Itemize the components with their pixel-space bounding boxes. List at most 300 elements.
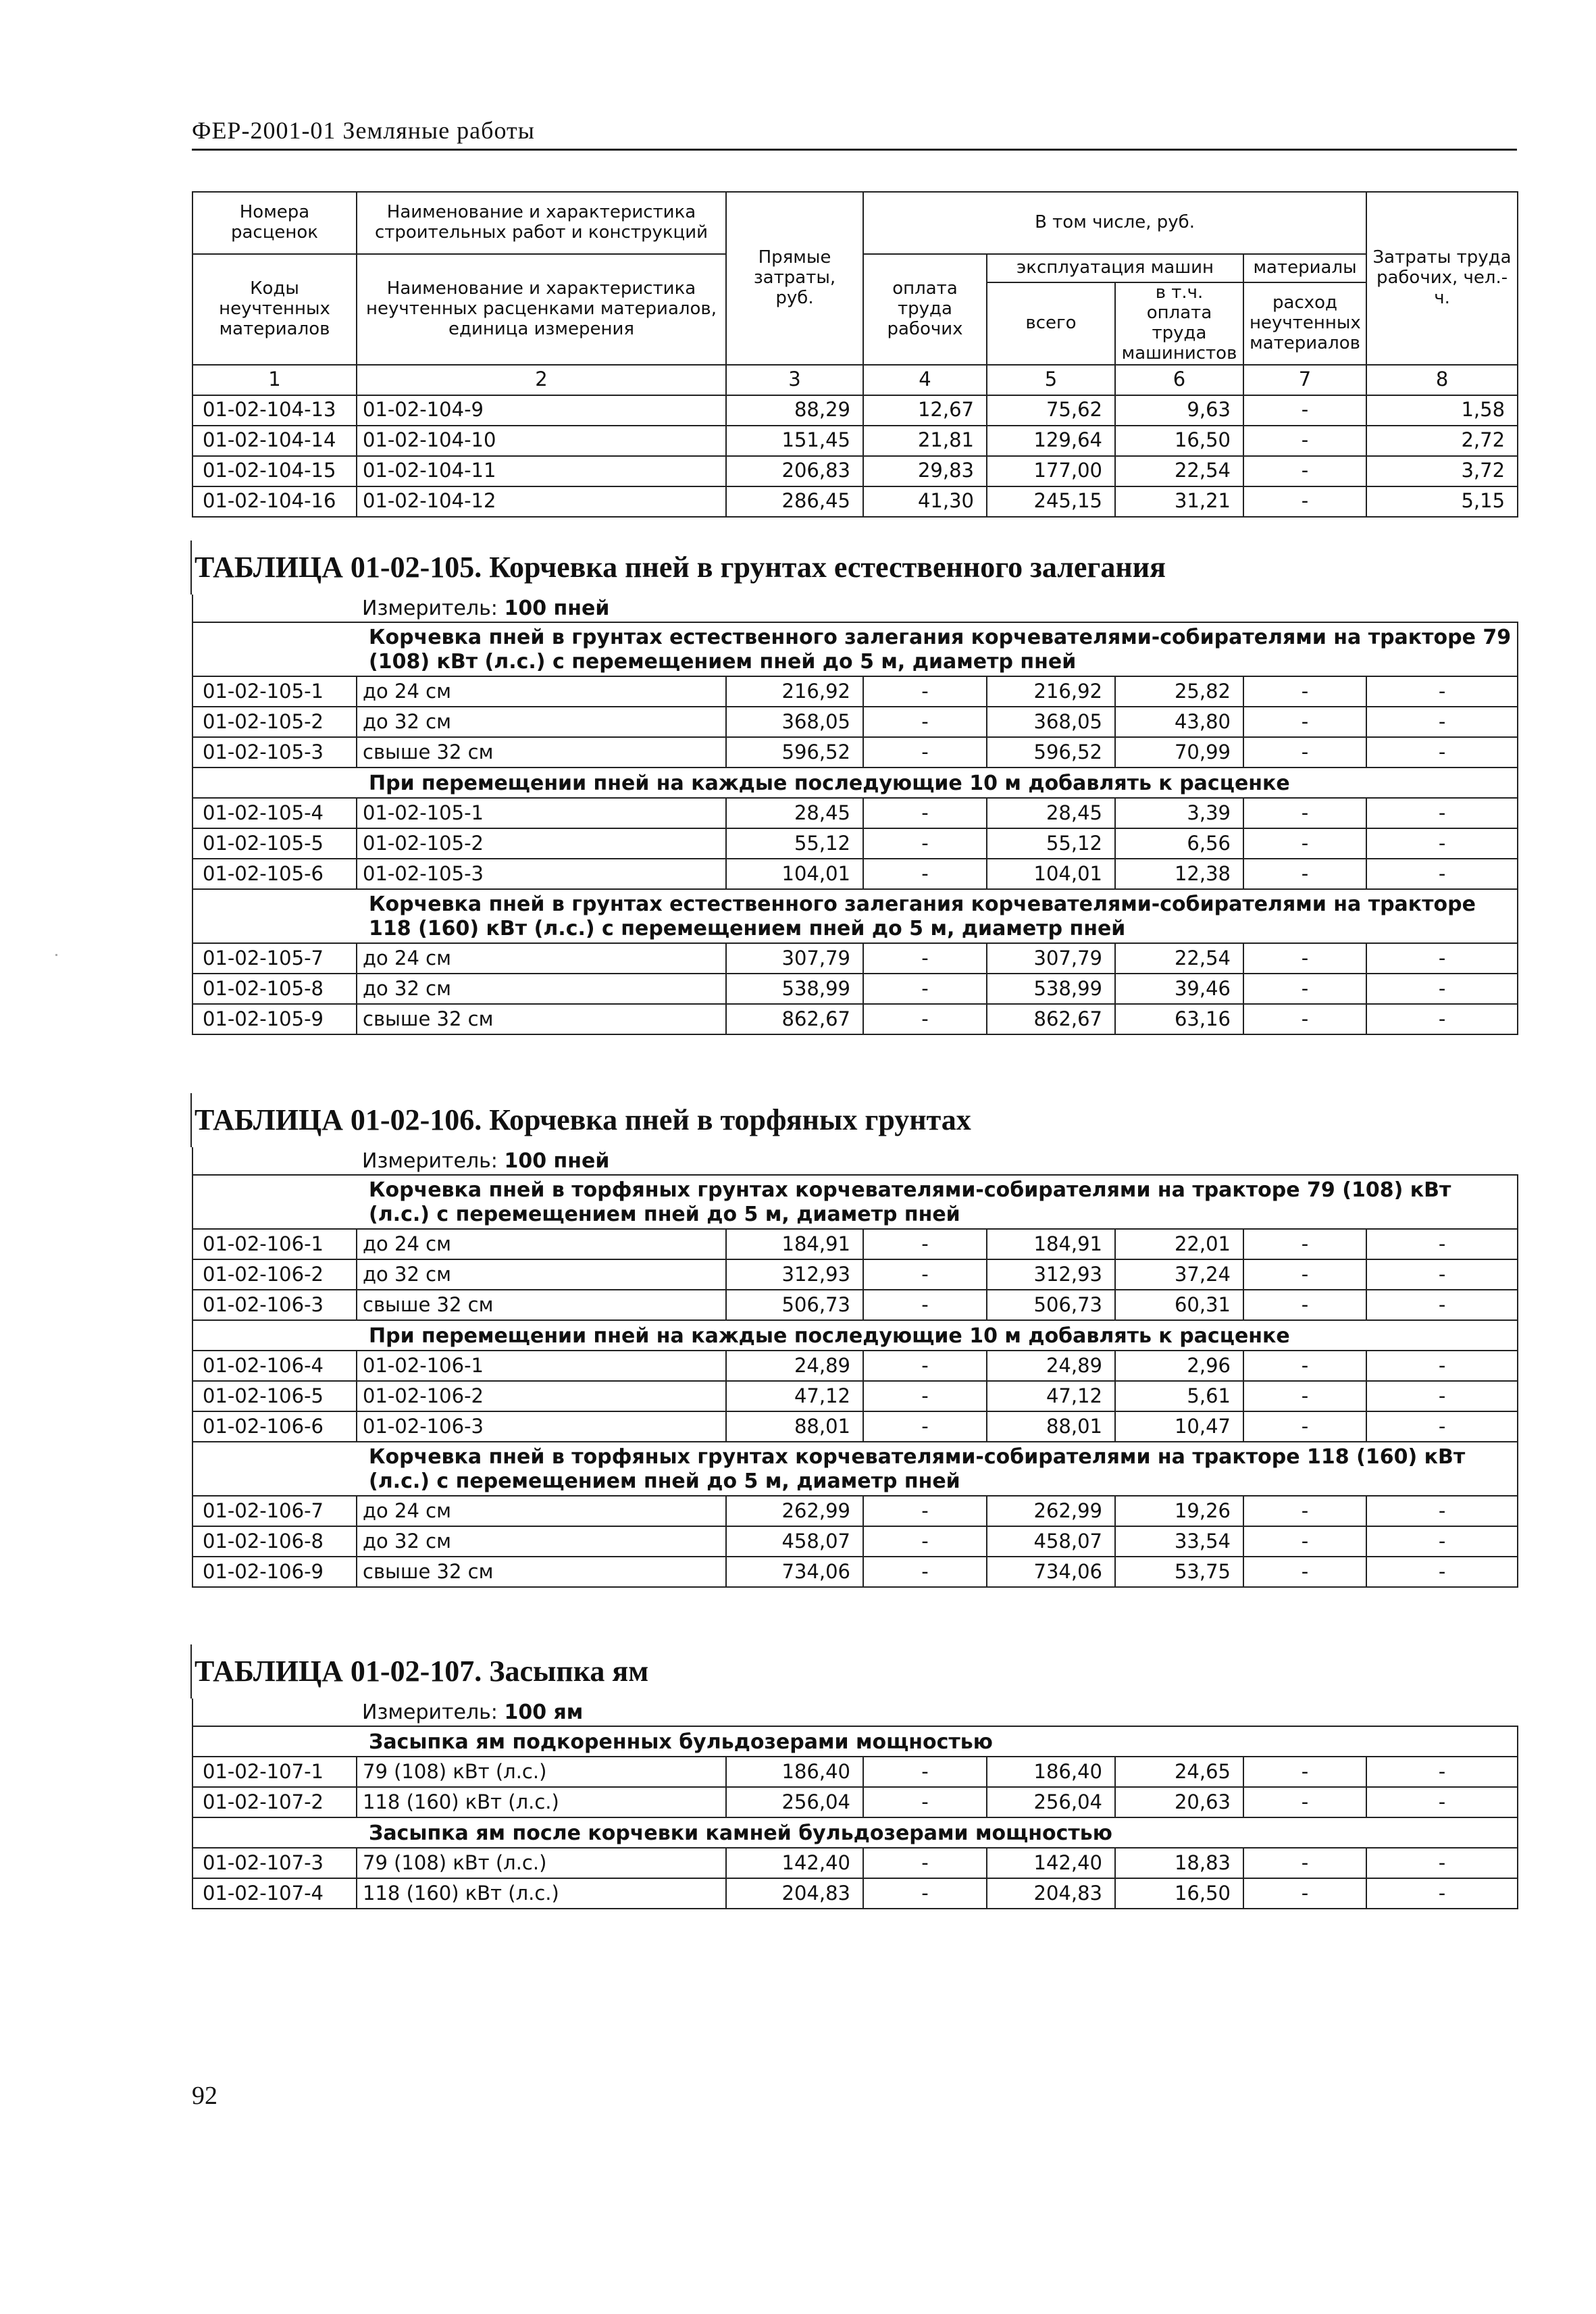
machines-total: 262,99: [987, 1496, 1115, 1526]
material-use: -: [1243, 1757, 1366, 1787]
worker-pay: -: [863, 1878, 987, 1909]
rate-code: 01-02-104-14: [192, 426, 357, 456]
machines-total: 596,52: [987, 737, 1115, 768]
table-row: [192, 1259, 1518, 1290]
measure: [357, 1699, 1518, 1726]
operator-pay: 18,83: [1115, 1848, 1243, 1878]
worker-pay: -: [863, 707, 987, 737]
machines-total: 538,99: [987, 974, 1115, 1004]
hdr-codes-top: Номера расценок: [192, 192, 357, 254]
operator-pay: 25,82: [1115, 676, 1243, 707]
machines-total: 506,73: [987, 1290, 1115, 1320]
labor-costs: -: [1366, 943, 1518, 974]
direct-costs: 262,99: [726, 1496, 863, 1526]
section-heading: Корчевка пней в грунтах естественного залегания корчевателями-собирателями на тракторе 118 (160) кВт (л.с.) с перемещением пней до 5 м, диаметр пней: [357, 889, 1518, 943]
worker-pay: -: [863, 1381, 987, 1411]
material-use: -: [1243, 1381, 1366, 1411]
col-number: 2: [357, 365, 726, 395]
machines-total: 256,04: [987, 1787, 1115, 1817]
worker-pay: -: [863, 974, 987, 1004]
labor-costs: -: [1366, 1787, 1518, 1817]
direct-costs: 458,07: [726, 1526, 863, 1557]
worker-pay: -: [863, 1848, 987, 1878]
operator-pay: 3,39: [1115, 798, 1243, 828]
material-use: -: [1243, 798, 1366, 828]
section-heading-row: [192, 768, 1518, 798]
measure-row: [192, 595, 1518, 622]
direct-costs: 312,93: [726, 1259, 863, 1290]
rate-name: свыше 32 см: [357, 1290, 726, 1320]
direct-costs: 596,52: [726, 737, 863, 768]
direct-costs: 47,12: [726, 1381, 863, 1411]
worker-pay: -: [863, 1351, 987, 1381]
worker-pay: -: [863, 676, 987, 707]
table-title: ТАБЛИЦА 01-02-105. Корчевка пней в грунтах естественного залегания: [190, 540, 1517, 595]
section-heading-row: [192, 1726, 1518, 1757]
measure-label: Измеритель:: [362, 1149, 498, 1173]
rate-name: 01-02-104-9: [357, 395, 726, 426]
table-row: [192, 1878, 1518, 1909]
hdr-name-top: Наименование и характеристика строительных работ и конструкций: [357, 192, 726, 254]
direct-costs: 286,45: [726, 486, 863, 517]
rate-name: до 24 см: [357, 1229, 726, 1259]
hdr-codes-bottom: Коды неучтенных материалов: [192, 254, 357, 365]
direct-costs: 55,12: [726, 828, 863, 859]
measure-label: Измеритель:: [362, 596, 498, 620]
section-heading-row: [192, 1817, 1518, 1848]
measure: [357, 1147, 1518, 1175]
labor-costs: -: [1366, 737, 1518, 768]
machines-total: 28,45: [987, 798, 1115, 828]
table-row: [192, 456, 1518, 486]
rate-code: 01-02-106-6: [192, 1411, 357, 1442]
rate-name: до 32 см: [357, 1526, 726, 1557]
rate-code: 01-02-107-1: [192, 1757, 357, 1787]
rate-code: 01-02-106-4: [192, 1351, 357, 1381]
measure-value: 100 пней: [504, 596, 610, 620]
rate-code: 01-02-106-9: [192, 1557, 357, 1587]
operator-pay: 60,31: [1115, 1290, 1243, 1320]
rate-code: 01-02-107-2: [192, 1787, 357, 1817]
operator-pay: 22,01: [1115, 1229, 1243, 1259]
section-heading: При перемещении пней на каждые последующие 10 м добавлять к расценке: [357, 768, 1518, 798]
rate-code: 01-02-104-15: [192, 456, 357, 486]
rate-name: 118 (160) кВт (л.с.): [357, 1878, 726, 1909]
table-title: ТАБЛИЦА 01-02-107. Засыпка ям: [190, 1644, 1517, 1699]
direct-costs: 88,29: [726, 395, 863, 426]
direct-costs: 307,79: [726, 943, 863, 974]
col-number-row: [192, 365, 1518, 395]
table-row: [192, 426, 1518, 456]
section-heading-row: [192, 622, 1518, 676]
table-body: [192, 595, 1517, 1035]
machines-total: 204,83: [987, 1878, 1115, 1909]
worker-pay: -: [863, 798, 987, 828]
machines-total: 458,07: [987, 1526, 1115, 1557]
table-01-02-105: [192, 540, 1517, 1035]
worker-pay: -: [863, 1411, 987, 1442]
operator-pay: 16,50: [1115, 1878, 1243, 1909]
labor-costs: -: [1366, 1557, 1518, 1587]
table-row: [192, 1004, 1518, 1034]
labor-costs: 3,72: [1366, 456, 1518, 486]
machines-total: 24,89: [987, 1351, 1115, 1381]
rate-code: 01-02-105-8: [192, 974, 357, 1004]
hdr-direct-costs: Прямые затраты, руб.: [726, 192, 863, 365]
rate-name: свыше 32 см: [357, 1557, 726, 1587]
material-use: -: [1243, 1004, 1366, 1034]
rate-name: 01-02-105-1: [357, 798, 726, 828]
section-heading: При перемещении пней на каждые последующие 10 м добавлять к расценке: [357, 1320, 1518, 1351]
section-heading-row: [192, 1320, 1518, 1351]
operator-pay: 24,65: [1115, 1757, 1243, 1787]
operator-pay: 9,63: [1115, 395, 1243, 426]
worker-pay: 21,81: [863, 426, 987, 456]
table-row: [192, 859, 1518, 889]
machines-total: 104,01: [987, 859, 1115, 889]
operator-pay: 12,38: [1115, 859, 1243, 889]
worker-pay: -: [863, 1229, 987, 1259]
direct-costs: 28,45: [726, 798, 863, 828]
worker-pay: -: [863, 828, 987, 859]
head-table-block: [192, 191, 1517, 518]
operator-pay: 22,54: [1115, 943, 1243, 974]
section-heading: Корчевка пней в грунтах естественного залегания корчевателями-собирателями на тракторе 79 (108) кВт (л.с.) с перемещением пней до 5 м, диаметр пней: [357, 622, 1518, 676]
direct-costs: 538,99: [726, 974, 863, 1004]
worker-pay: -: [863, 737, 987, 768]
labor-costs: -: [1366, 1526, 1518, 1557]
rate-code: 01-02-106-5: [192, 1381, 357, 1411]
operator-pay: 70,99: [1115, 737, 1243, 768]
table-title: ТАБЛИЦА 01-02-106. Корчевка пней в торфяных грунтах: [190, 1093, 1517, 1147]
rate-code: 01-02-105-2: [192, 707, 357, 737]
labor-costs: -: [1366, 1351, 1518, 1381]
section-heading: Засыпка ям после корчевки камней бульдозерами мощностью: [357, 1817, 1518, 1848]
direct-costs: 862,67: [726, 1004, 863, 1034]
rate-code: 01-02-105-6: [192, 859, 357, 889]
rate-name: до 32 см: [357, 1259, 726, 1290]
operator-pay: 63,16: [1115, 1004, 1243, 1034]
table-row: [192, 1787, 1518, 1817]
table-01-02-107: [192, 1644, 1517, 1909]
worker-pay: -: [863, 1557, 987, 1587]
worker-pay: 41,30: [863, 486, 987, 517]
table-row: [192, 1351, 1518, 1381]
rate-name: до 24 см: [357, 943, 726, 974]
operator-pay: 22,54: [1115, 456, 1243, 486]
direct-costs: 142,40: [726, 1848, 863, 1878]
machines-total: 216,92: [987, 676, 1115, 707]
labor-costs: -: [1366, 676, 1518, 707]
material-use: -: [1243, 1496, 1366, 1526]
direct-costs: 204,83: [726, 1878, 863, 1909]
material-use: -: [1243, 1290, 1366, 1320]
rate-code: 01-02-105-3: [192, 737, 357, 768]
section-heading-row: [192, 889, 1518, 943]
rate-code: 01-02-107-3: [192, 1848, 357, 1878]
operator-pay: 19,26: [1115, 1496, 1243, 1526]
table-row: [192, 1848, 1518, 1878]
worker-pay: -: [863, 943, 987, 974]
machines-total: 75,62: [987, 395, 1115, 426]
material-use: -: [1243, 1259, 1366, 1290]
material-use: -: [1243, 859, 1366, 889]
material-use: -: [1243, 943, 1366, 974]
rate-name: до 32 см: [357, 707, 726, 737]
page-number: 92: [192, 2082, 217, 2110]
hdr-labor-costs: Затраты труда рабочих, чел.-ч.: [1366, 192, 1518, 365]
machines-total: 307,79: [987, 943, 1115, 974]
material-use: -: [1243, 1411, 1366, 1442]
labor-costs: -: [1366, 1496, 1518, 1526]
section-heading: Корчевка пней в торфяных грунтах корчевателями-собирателями на тракторе 118 (160) кВт (л.с.) с перемещением пней до 5 м, диаметр пней: [357, 1442, 1518, 1496]
direct-costs: 506,73: [726, 1290, 863, 1320]
rate-code: 01-02-105-4: [192, 798, 357, 828]
direct-costs: 734,06: [726, 1557, 863, 1587]
head-rows: [192, 395, 1518, 517]
labor-costs: 1,58: [1366, 395, 1518, 426]
table-row: [192, 974, 1518, 1004]
hdr-operator-pay: в т.ч. оплата труда машинистов: [1115, 282, 1243, 365]
worker-pay: -: [863, 1004, 987, 1034]
rate-code: 01-02-106-7: [192, 1496, 357, 1526]
head-table: [192, 191, 1518, 518]
rate-name: до 24 см: [357, 676, 726, 707]
material-use: -: [1243, 426, 1366, 456]
hdr-materials: материалы: [1243, 254, 1366, 282]
material-use: -: [1243, 1526, 1366, 1557]
rate-name: 01-02-104-10: [357, 426, 726, 456]
hdr-material-use: расход неучтенных материалов: [1243, 282, 1366, 365]
direct-costs: 184,91: [726, 1229, 863, 1259]
material-use: -: [1243, 974, 1366, 1004]
section-heading: Корчевка пней в торфяных грунтах корчевателями-собирателями на тракторе 79 (108) кВт (л.с.) с перемещением пней до 5 м, диаметр пней: [357, 1175, 1518, 1229]
machines-total: 47,12: [987, 1381, 1115, 1411]
rate-code: 01-02-106-8: [192, 1526, 357, 1557]
rate-code: 01-02-107-4: [192, 1878, 357, 1909]
machines-total: 184,91: [987, 1229, 1115, 1259]
measure-value: 100 ям: [504, 1700, 584, 1724]
labor-costs: 2,72: [1366, 426, 1518, 456]
hdr-name-bottom: Наименование и характеристика неучтенных расценками материалов, единица измерения: [357, 254, 726, 365]
machines-total: 862,67: [987, 1004, 1115, 1034]
section-heading-row: [192, 1175, 1518, 1229]
measure: [357, 595, 1518, 622]
hdr-machines-total: всего: [987, 282, 1115, 365]
labor-costs: -: [1366, 974, 1518, 1004]
material-use: -: [1243, 486, 1366, 517]
hdr-worker-pay: оплата труда рабочих: [863, 254, 987, 365]
rate-code: 01-02-104-13: [192, 395, 357, 426]
worker-pay: 29,83: [863, 456, 987, 486]
rate-name: до 24 см: [357, 1496, 726, 1526]
machines-total: 88,01: [987, 1411, 1115, 1442]
direct-costs: 151,45: [726, 426, 863, 456]
material-use: -: [1243, 456, 1366, 486]
table-row: [192, 395, 1518, 426]
rate-name: 01-02-105-2: [357, 828, 726, 859]
machines-total: 734,06: [987, 1557, 1115, 1587]
rate-name: до 32 см: [357, 974, 726, 1004]
operator-pay: 39,46: [1115, 974, 1243, 1004]
table-row: [192, 486, 1518, 517]
rate-code: 01-02-105-5: [192, 828, 357, 859]
rates-table: [192, 1147, 1518, 1588]
operator-pay: 10,47: [1115, 1411, 1243, 1442]
labor-costs: -: [1366, 1411, 1518, 1442]
worker-pay: -: [863, 1290, 987, 1320]
worker-pay: -: [863, 1787, 987, 1817]
machines-total: 312,93: [987, 1259, 1115, 1290]
labor-costs: -: [1366, 707, 1518, 737]
table-body: [192, 1147, 1517, 1588]
col-number: 5: [987, 365, 1115, 395]
labor-costs: -: [1366, 798, 1518, 828]
direct-costs: 24,89: [726, 1351, 863, 1381]
rate-name: 01-02-106-1: [357, 1351, 726, 1381]
labor-costs: -: [1366, 1004, 1518, 1034]
rates-table: [192, 1699, 1518, 1909]
rate-name: 118 (160) кВт (л.с.): [357, 1787, 726, 1817]
material-use: -: [1243, 737, 1366, 768]
table-body: [192, 1699, 1517, 1909]
material-use: -: [1243, 1787, 1366, 1817]
rate-code: 01-02-106-3: [192, 1290, 357, 1320]
table-row: [192, 1526, 1518, 1557]
material-use: -: [1243, 676, 1366, 707]
worker-pay: -: [863, 1496, 987, 1526]
direct-costs: 368,05: [726, 707, 863, 737]
operator-pay: 2,96: [1115, 1351, 1243, 1381]
labor-costs: -: [1366, 1229, 1518, 1259]
material-use: -: [1243, 1848, 1366, 1878]
rate-name: 01-02-106-3: [357, 1411, 726, 1442]
hdr-machines: эксплуатация машин: [987, 254, 1243, 282]
table-row: [192, 943, 1518, 974]
section-heading-row: [192, 1442, 1518, 1496]
worker-pay: -: [863, 1526, 987, 1557]
worker-pay: -: [863, 1259, 987, 1290]
scan-speck: [55, 954, 57, 956]
labor-costs: -: [1366, 1848, 1518, 1878]
machines-total: 368,05: [987, 707, 1115, 737]
worker-pay: 12,67: [863, 395, 987, 426]
material-use: -: [1243, 828, 1366, 859]
table-row: [192, 828, 1518, 859]
table-row: [192, 1290, 1518, 1320]
operator-pay: 20,63: [1115, 1787, 1243, 1817]
table-01-02-106: [192, 1093, 1517, 1588]
table-row: [192, 1557, 1518, 1587]
table-row: [192, 676, 1518, 707]
operator-pay: 16,50: [1115, 426, 1243, 456]
col-number: 6: [1115, 365, 1243, 395]
table-row: [192, 798, 1518, 828]
machines-total: 177,00: [987, 456, 1115, 486]
table-row: [192, 707, 1518, 737]
measure-label: Измеритель:: [362, 1700, 498, 1724]
col-number: 3: [726, 365, 863, 395]
labor-costs: -: [1366, 1290, 1518, 1320]
col-number: 8: [1366, 365, 1518, 395]
table-row: [192, 1411, 1518, 1442]
machines-total: 186,40: [987, 1757, 1115, 1787]
worker-pay: -: [863, 859, 987, 889]
labor-costs: -: [1366, 859, 1518, 889]
operator-pay: 43,80: [1115, 707, 1243, 737]
rate-name: 79 (108) кВт (л.с.): [357, 1848, 726, 1878]
hdr-in-total: В том числе, руб.: [863, 192, 1366, 254]
worker-pay: -: [863, 1757, 987, 1787]
rate-name: 79 (108) кВт (л.с.): [357, 1757, 726, 1787]
direct-costs: 104,01: [726, 859, 863, 889]
direct-costs: 206,83: [726, 456, 863, 486]
rate-code: 01-02-105-7: [192, 943, 357, 974]
measure-row: [192, 1699, 1518, 1726]
rate-name: 01-02-104-12: [357, 486, 726, 517]
rates-table: [192, 595, 1518, 1035]
operator-pay: 31,21: [1115, 486, 1243, 517]
col-number: 4: [863, 365, 987, 395]
table-row: [192, 1229, 1518, 1259]
operator-pay: 6,56: [1115, 828, 1243, 859]
operator-pay: 5,61: [1115, 1381, 1243, 1411]
operator-pay: 33,54: [1115, 1526, 1243, 1557]
operator-pay: 37,24: [1115, 1259, 1243, 1290]
rate-name: 01-02-104-11: [357, 456, 726, 486]
material-use: -: [1243, 707, 1366, 737]
col-number: 1: [192, 365, 357, 395]
direct-costs: 216,92: [726, 676, 863, 707]
rate-code: 01-02-105-9: [192, 1004, 357, 1034]
direct-costs: 256,04: [726, 1787, 863, 1817]
direct-costs: 186,40: [726, 1757, 863, 1787]
rate-code: 01-02-106-1: [192, 1229, 357, 1259]
labor-costs: -: [1366, 1259, 1518, 1290]
rate-name: 01-02-106-2: [357, 1381, 726, 1411]
rate-code: 01-02-105-1: [192, 676, 357, 707]
rate-code: 01-02-106-2: [192, 1259, 357, 1290]
material-use: -: [1243, 1229, 1366, 1259]
labor-costs: -: [1366, 828, 1518, 859]
table-row: [192, 1496, 1518, 1526]
labor-costs: -: [1366, 1381, 1518, 1411]
rate-name: 01-02-105-3: [357, 859, 726, 889]
col-number: 7: [1243, 365, 1366, 395]
labor-costs: -: [1366, 1757, 1518, 1787]
page-header: ФЕР-2001-01 Земляные работы: [192, 116, 1517, 151]
direct-costs: 88,01: [726, 1411, 863, 1442]
table-row: [192, 1381, 1518, 1411]
table-row: [192, 737, 1518, 768]
machines-total: 245,15: [987, 486, 1115, 517]
measure-value: 100 пней: [504, 1149, 610, 1173]
machines-total: 129,64: [987, 426, 1115, 456]
rate-name: свыше 32 см: [357, 737, 726, 768]
rate-code: 01-02-104-16: [192, 486, 357, 517]
labor-costs: -: [1366, 1878, 1518, 1909]
machines-total: 55,12: [987, 828, 1115, 859]
table-row: [192, 1757, 1518, 1787]
machines-total: 142,40: [987, 1848, 1115, 1878]
measure-row: [192, 1147, 1518, 1175]
material-use: -: [1243, 395, 1366, 426]
operator-pay: 53,75: [1115, 1557, 1243, 1587]
labor-costs: 5,15: [1366, 486, 1518, 517]
section-heading: Засыпка ям подкоренных бульдозерами мощностью: [357, 1726, 1518, 1757]
material-use: -: [1243, 1557, 1366, 1587]
material-use: -: [1243, 1351, 1366, 1381]
